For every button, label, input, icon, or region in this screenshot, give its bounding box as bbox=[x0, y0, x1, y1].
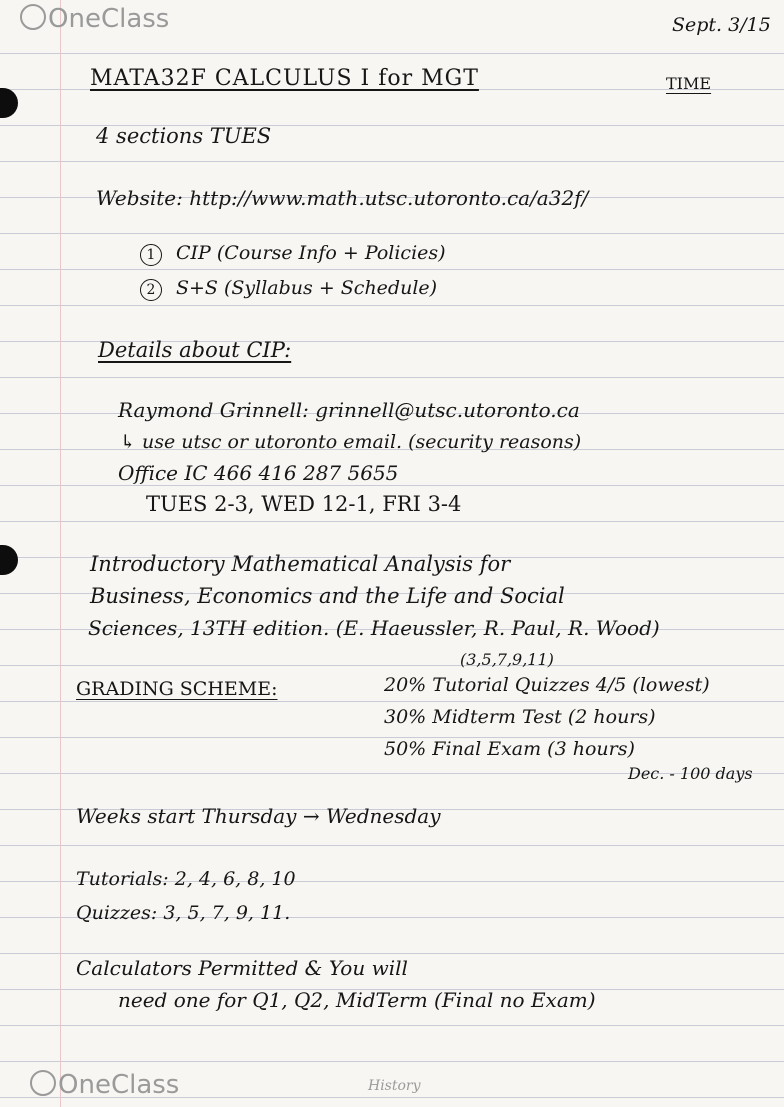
quizzes-line: Quizzes: 3, 5, 7, 9, 11. bbox=[76, 902, 291, 924]
website-line: Website: http://www.math.utsc.utoronto.ca/a32f/ bbox=[96, 186, 589, 210]
course-title: MATA32F CALCULUS I for MGT bbox=[90, 66, 479, 91]
footer-scribble: History bbox=[368, 1078, 421, 1094]
punch-hole bbox=[0, 88, 18, 118]
weeks-line: Weeks start Thursday → Wednesday bbox=[76, 804, 441, 828]
textbook-line-2: Business, Economics and the Life and Social bbox=[90, 584, 565, 608]
grade-final: 50% Final Exam (3 hours) bbox=[384, 738, 635, 760]
margin-line bbox=[60, 0, 61, 1107]
oneclass-logo-top: OneClass bbox=[20, 4, 169, 34]
calculators-line-1: Calculators Permitted & You will bbox=[76, 956, 408, 980]
grade-quizzes: 20% Tutorial Quizzes 4/5 (lowest) bbox=[384, 674, 710, 696]
oneclass-logo-icon bbox=[30, 1070, 56, 1096]
oneclass-logo-icon bbox=[20, 4, 46, 30]
grade-midterm: 30% Midterm Test (2 hours) bbox=[384, 706, 656, 728]
note-date: Sept. 3/15 bbox=[672, 14, 771, 36]
grading-label: GRADING SCHEME: bbox=[76, 678, 278, 700]
time-label: TIME bbox=[666, 74, 712, 93]
email-note-line: ↳ use utsc or utoronto email. (security reasons) bbox=[120, 431, 582, 453]
details-heading: Details about CIP: bbox=[98, 338, 292, 362]
instructor-line: Raymond Grinnell: grinnell@utsc.utoronto.ca bbox=[118, 398, 580, 422]
office-line: Office IC 466 416 287 5655 bbox=[118, 461, 399, 485]
office-hours-line: TUES 2-3, WED 12-1, FRI 3-4 bbox=[146, 492, 462, 516]
sections-line: 4 sections TUES bbox=[96, 124, 272, 148]
textbook-line-3: Sciences, 13TH edition. (E. Haeussler, R. Paul, R. Wood) bbox=[88, 616, 660, 640]
punch-hole bbox=[0, 545, 18, 575]
tutorials-line: Tutorials: 2, 4, 6, 8, 10 bbox=[76, 868, 296, 890]
number-one-icon: 1 bbox=[140, 244, 162, 266]
oneclass-logo-bottom: OneClass bbox=[30, 1070, 179, 1100]
calculators-line-2: need one for Q1, Q2, MidTerm (Final no Exam) bbox=[118, 988, 596, 1012]
exam-note: Dec. - 100 days bbox=[628, 764, 753, 783]
quiz-weeks: (3,5,7,9,11) bbox=[460, 650, 554, 669]
number-two-icon: 2 bbox=[140, 279, 162, 301]
sns-item: 2 S+S (Syllabus + Schedule) bbox=[140, 277, 437, 301]
textbook-line-1: Introductory Mathematical Analysis for bbox=[90, 552, 511, 576]
cip-item: 1 CIP (Course Info + Policies) bbox=[140, 242, 446, 266]
